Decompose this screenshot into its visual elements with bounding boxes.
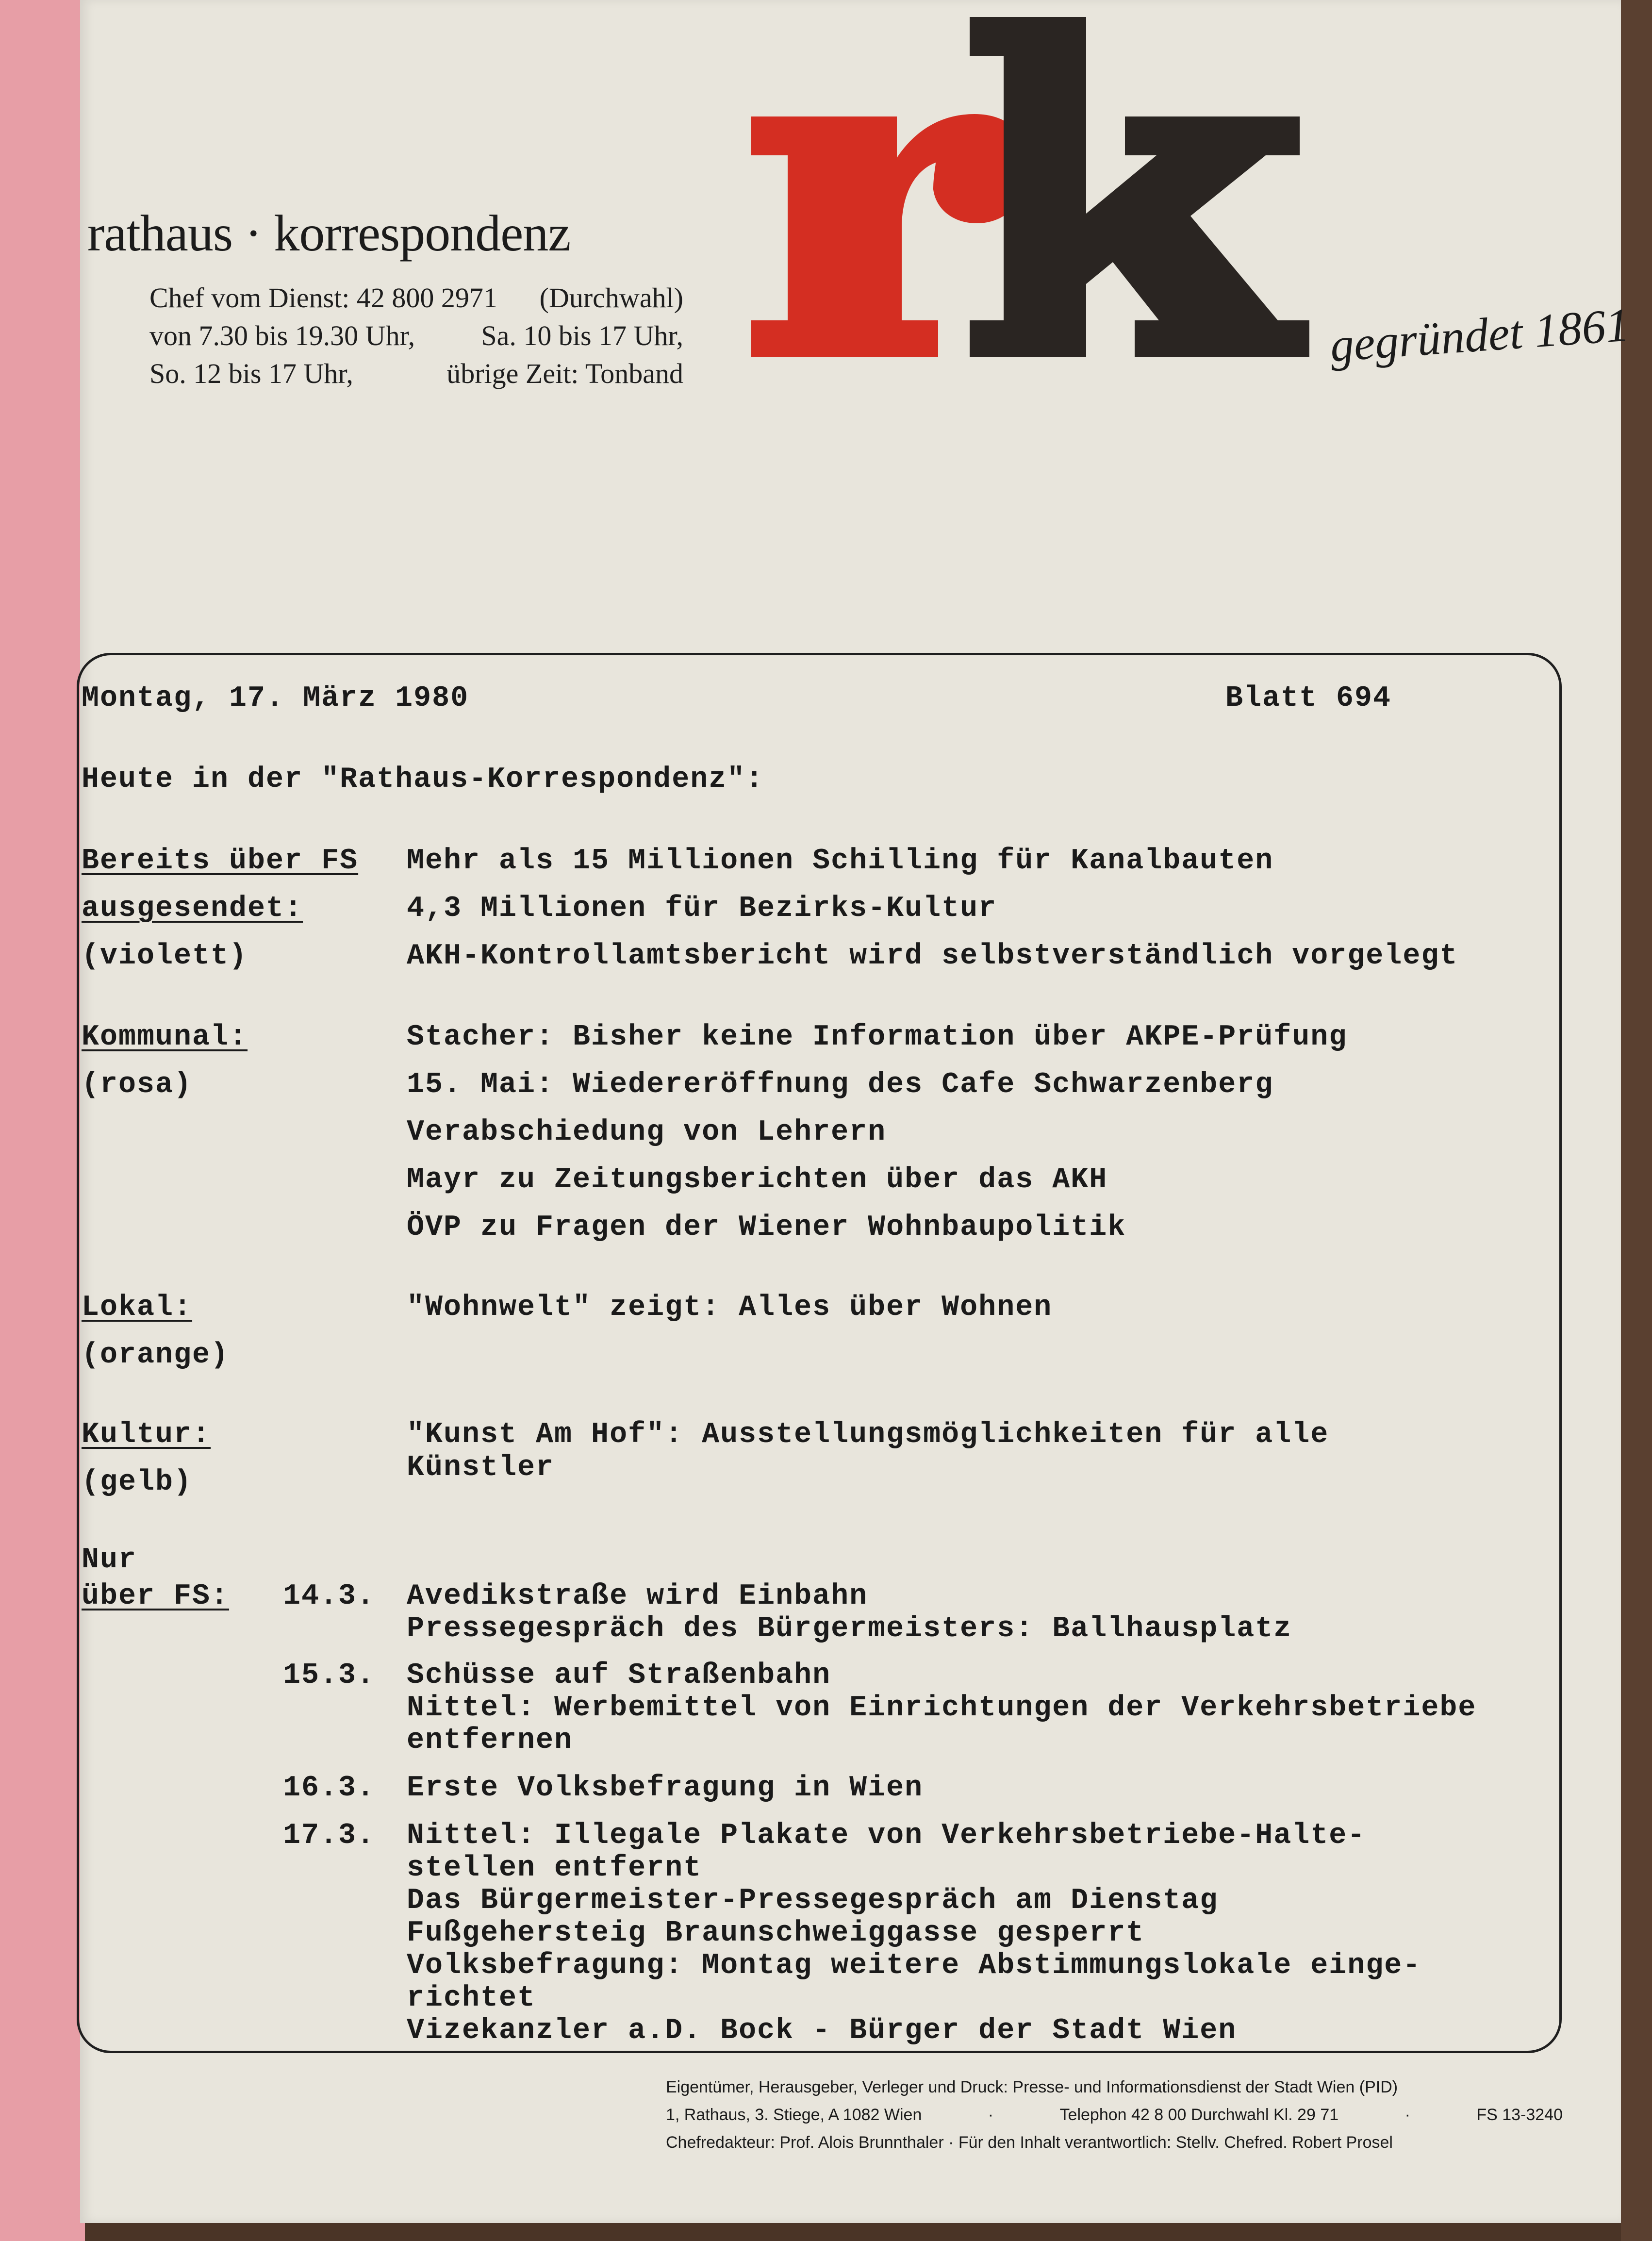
nurfs-line: Vizekanzler a.D. Bock - Bürger der Stadt Wien (407, 2014, 1237, 2047)
nurfs-line: Schüsse auf Straßenbahn (407, 1659, 831, 1692)
nurfs-date: 15.3. (283, 1659, 376, 1692)
binding-strip (0, 0, 85, 2241)
nurfs-label-1: Nur (82, 1544, 137, 1577)
info-line3-b: übrige Zeit: Tonband (446, 358, 683, 389)
info-line2-a: von 7.30 bis 19.30 Uhr, (149, 320, 415, 351)
logo-letter-k (970, 17, 1309, 357)
nurfs-label-2: über FS: (82, 1580, 230, 1613)
fs-label-1: Bereits über FS (82, 845, 359, 878)
imprint (666, 2074, 1563, 2157)
nurfs-date: 16.3. (283, 1772, 376, 1805)
issue-date: Montag, 17. März 1980 (82, 682, 469, 715)
kultur-color: (gelb) (82, 1466, 193, 1499)
kommunal-label: Kommunal: (82, 1021, 248, 1054)
masthead-title: rathaus · korrespondenz (87, 205, 571, 262)
nurfs-line: richtet (407, 1982, 536, 2015)
fs-item: AKH-Kontrollamtsbericht wird selbstverständlich vorgelegt (407, 940, 1458, 973)
intro-line: Heute in der "Rathaus-Korrespondenz": (82, 763, 764, 796)
imprint-fs: FS 13-3240 (1476, 2106, 1563, 2124)
imprint-phone: Telephon 42 8 00 Durchwahl Kl. 29 71 (1059, 2106, 1339, 2124)
imprint-address: 1, Rathaus, 3. Stiege, A 1082 Wien (666, 2106, 922, 2124)
rk-logo (751, 10, 1309, 359)
nurfs-line: Nittel: Werbemittel von Einrichtungen der Verkehrsbetriebe (407, 1692, 1477, 1725)
kultur-label: Kultur: (82, 1418, 211, 1451)
lokal-label: Lokal: (82, 1291, 193, 1324)
fs-item: Mehr als 15 Millionen Schilling für Kanalbauten (407, 845, 1274, 878)
kommunal-item: ÖVP zu Fragen der Wiener Wohnbaupolitik (407, 1211, 1126, 1244)
kultur-item: "Kunst Am Hof": Ausstellungsmöglichkeiten für alle (407, 1418, 1329, 1451)
kommunal-item: Stacher: Bisher keine Information über AKPE-Prüfung (407, 1021, 1348, 1054)
nurfs-line: stellen entfernt (407, 1852, 702, 1885)
nurfs-line: Nittel: Illegale Plakate von Verkehrsbetriebe-Halte- (407, 1819, 1366, 1852)
nurfs-line: Erste Volksbefragung in Wien (407, 1772, 924, 1805)
imprint-separator: · (1404, 2106, 1410, 2124)
kommunal-color: (rosa) (82, 1068, 193, 1101)
imprint-separator: · (988, 2106, 994, 2124)
nurfs-date: 17.3. (283, 1819, 376, 1852)
imprint-owner: Eigentümer, Herausgeber, Verleger und Druck: Presse- und Informationsdienst der Stadt Wien (PID) (666, 2078, 1398, 2096)
nurfs-line: Das Bürgermeister-Pressegespräch am Dienstag (407, 1884, 1219, 1917)
lokal-item: "Wohnwelt" zeigt: Alles über Wohnen (407, 1291, 1053, 1324)
info-line2-b: Sa. 10 bis 17 Uhr, (481, 320, 683, 351)
kommunal-item: 15. Mai: Wiedereröffnung des Cafe Schwarzenberg (407, 1068, 1274, 1101)
kommunal-item: Mayr zu Zeitungsberichten über das AKH (407, 1163, 1108, 1196)
sheet-number: Blatt 694 (1225, 682, 1392, 715)
info-line3-a: So. 12 bis 17 Uhr, (149, 358, 353, 389)
nurfs-date: 14.3. (283, 1580, 376, 1613)
kommunal-item: Verabschiedung von Lehrern (407, 1116, 887, 1149)
fs-color: (violett) (82, 940, 248, 973)
nurfs-line: entfernen (407, 1724, 573, 1757)
masthead-info (149, 279, 683, 393)
nurfs-line: Avedikstraße wird Einbahn (407, 1580, 868, 1613)
kultur-item: Künstler (407, 1451, 555, 1484)
founded-signature: gegründet 1861 (1328, 299, 1631, 372)
nurfs-line: Fußgehersteig Braunschweiggasse gesperrt (407, 1917, 1145, 1950)
nurfs-line: Pressegespräch des Bürgermeisters: Ballhausplatz (407, 1612, 1292, 1645)
info-line1-b: (Durchwahl) (539, 282, 683, 314)
info-line1-a: Chef vom Dienst: 42 800 2971 (149, 282, 497, 314)
imprint-editors: Chefredakteur: Prof. Alois Brunnthaler · Für den Inhalt verantwortlich: Stellv. Chefred. Robert Prosel (666, 2133, 1393, 2152)
fs-item: 4,3 Millionen für Bezirks-Kultur (407, 892, 997, 925)
nurfs-line: Volksbefragung: Montag weitere Abstimmungslokale einge- (407, 1949, 1421, 1982)
fs-label-2: ausgesendet: (82, 892, 303, 925)
lokal-color: (orange) (82, 1339, 230, 1372)
